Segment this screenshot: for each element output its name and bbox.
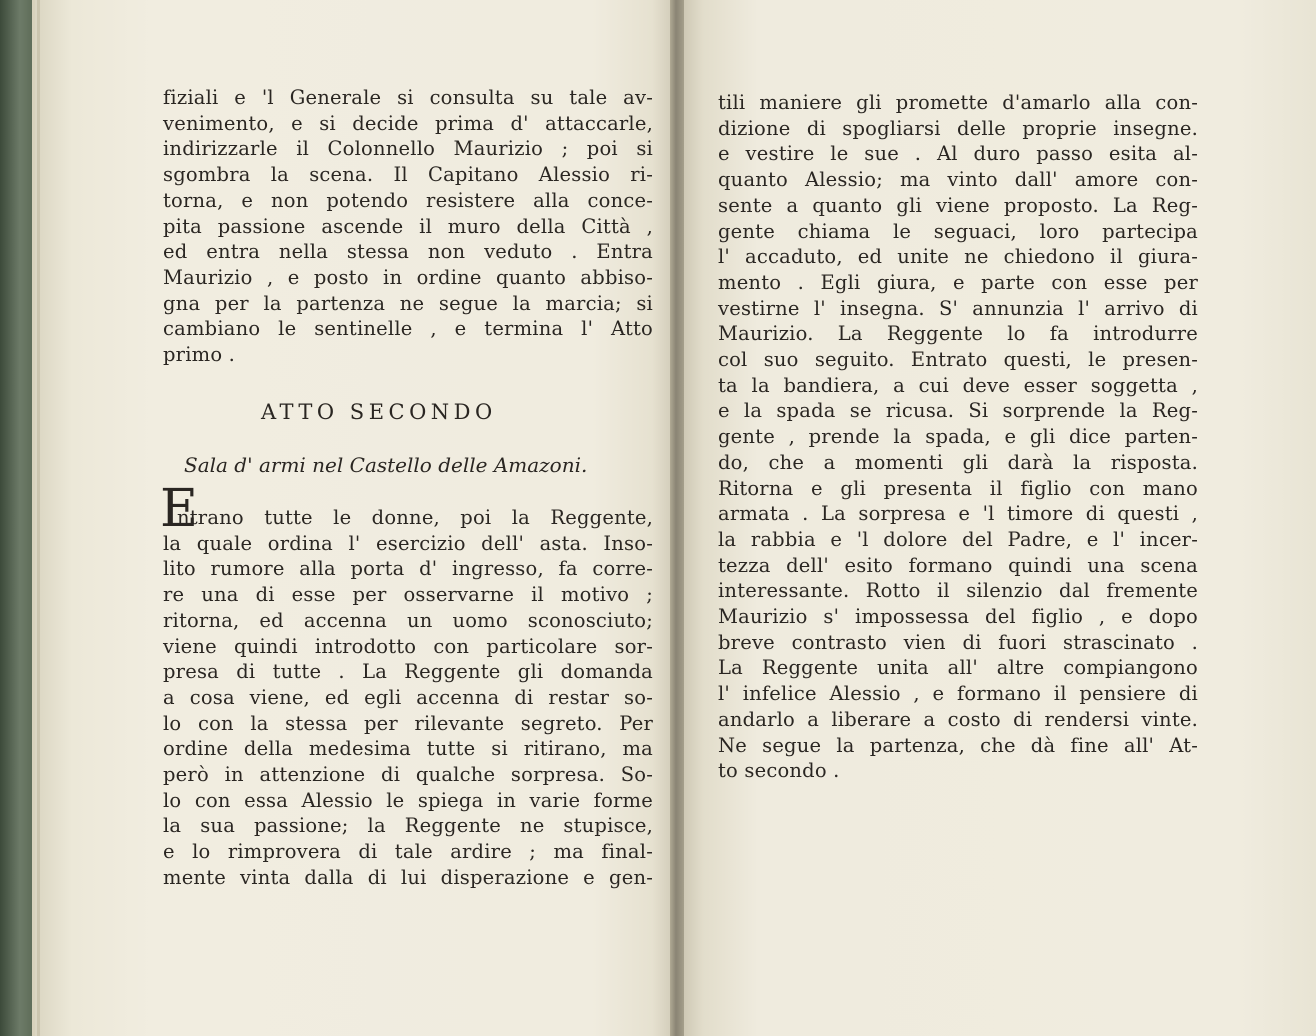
text-line: pita passione ascende il muro della Città , bbox=[163, 214, 653, 238]
page-edge bbox=[37, 0, 40, 1036]
text-line: Ritorna e gli presenta il figlio con mano bbox=[718, 476, 1198, 500]
text-line: indirizzarle il Colonnello Maurizio ; poi si bbox=[163, 137, 653, 161]
text-line: quanto Alessio; ma vinto dall' amore con- bbox=[718, 168, 1198, 192]
left-bottom-paragraph bbox=[163, 505, 653, 891]
text-line: la quale ordina l' esercizio dell' asta. Inso- bbox=[163, 531, 653, 555]
text-line: gente chiama le seguaci, loro partecipa bbox=[718, 219, 1198, 243]
text-line: la rabbia e 'l dolore del Padre, e l' incer- bbox=[718, 527, 1198, 551]
text-line: do, che a momenti gli darà la risposta. bbox=[718, 450, 1198, 474]
text-line: e lo rimprovera di tale ardire ; ma final- bbox=[163, 840, 653, 864]
text-line: re una di esse per osservarne il motivo ; bbox=[163, 583, 653, 607]
text-line: primo . bbox=[163, 343, 236, 367]
text-line: e vestire le sue . Al duro passo esita al- bbox=[718, 142, 1198, 166]
text-line: venimento, e si decide prima d' attaccarle, bbox=[163, 111, 653, 135]
text-line: torna, e non potendo resistere alla conce- bbox=[163, 188, 653, 212]
text-line: gente , prende la spada, e gli dice parten- bbox=[718, 425, 1198, 449]
text-line: Maurizio. La Reggente lo fa introdurre bbox=[718, 322, 1198, 346]
act-heading: ATTO SECONDO bbox=[261, 400, 497, 424]
text-line: tili maniere gli promette d'amarlo alla con- bbox=[718, 91, 1198, 114]
text-line: Maurizio , e posto in ordine quanto abbiso- bbox=[163, 265, 653, 289]
text-line: breve contrasto vien di fuori strascinato . bbox=[718, 630, 1198, 654]
text-line: presa di tutte . La Reggente gli domanda bbox=[163, 660, 653, 684]
text-line: lo con la stessa per rilevante segreto. Per bbox=[163, 711, 653, 735]
text-line: ordine della medesima tutte si ritirano, ma bbox=[163, 737, 653, 761]
text-line: lo con essa Alessio le spiega in varie forme bbox=[163, 788, 653, 812]
text-line: La Reggente unita all' altre compiangono bbox=[718, 656, 1198, 680]
book-gutter bbox=[670, 0, 684, 1036]
text-line: mente vinta dalla di lui disperazione e gen- bbox=[163, 865, 653, 889]
text-line: viene quindi introdotto con particolare sor- bbox=[163, 634, 653, 658]
text-line: la sua passione; la Reggente ne stupisce, bbox=[163, 814, 653, 838]
text-line: fiziali e 'l Generale si consulta su tale av- bbox=[163, 86, 653, 109]
left-top-paragraph bbox=[163, 85, 653, 368]
text-line: interessante. Rotto il silenzio dal fremente bbox=[718, 579, 1198, 603]
text-line: dizione di spogliarsi delle proprie insegne. bbox=[718, 116, 1198, 140]
text-line: Ne segue la partenza, che dà fine all' At- bbox=[718, 733, 1198, 757]
text-line: a cosa viene, ed egli accenna di restar so- bbox=[163, 685, 653, 709]
text-line: mento . Egli giura, e parte con esse per bbox=[718, 270, 1198, 294]
text-line: Maurizio s' impossessa del figlio , e dopo bbox=[718, 605, 1198, 629]
text-line: tezza dell' esito formano quindi una scena bbox=[718, 553, 1198, 577]
text-line: ntrano tutte le donne, poi la Reggente, bbox=[177, 506, 653, 529]
text-line: vestirne l' insegna. S' annunzia l' arrivo di bbox=[718, 296, 1198, 320]
right-page-paragraph bbox=[718, 90, 1198, 784]
text-line: col suo seguito. Entrato questi, le presen- bbox=[718, 348, 1198, 372]
text-line: cambiano le sentinelle , e termina l' Atto bbox=[163, 317, 653, 341]
text-line: ta la bandiera, a cui deve esser soggetta , bbox=[718, 373, 1198, 397]
text-line: sgombra la scena. Il Capitano Alessio ri- bbox=[163, 163, 653, 187]
text-line: andarlo a liberare a costo di rendersi vinte. bbox=[718, 707, 1198, 731]
text-line: l' accaduto, ed unite ne chiedono il giura- bbox=[718, 245, 1198, 269]
text-line: e la spada se ricusa. Si sorprende la Reg- bbox=[718, 399, 1198, 423]
text-line: ritorna, ed accenna un uomo sconosciuto; bbox=[163, 608, 653, 632]
text-line: sente a quanto gli viene proposto. La Reg- bbox=[718, 193, 1198, 217]
text-line: gna per la partenza ne segue la marcia; si bbox=[163, 291, 653, 315]
scene-subheading: Sala d' armi nel Castello delle Amazoni. bbox=[184, 453, 588, 477]
text-line: to secondo . bbox=[718, 759, 840, 783]
text-line: ed entra nella stessa non veduto . Entra bbox=[163, 240, 653, 264]
text-line: armata . La sorpresa e 'l timore di questi , bbox=[718, 502, 1198, 526]
text-line: però in attenzione di qualche sorpresa. So- bbox=[163, 763, 653, 787]
text-line: lito rumore alla porta d' ingresso, fa corre- bbox=[163, 557, 653, 581]
text-line: l' infelice Alessio , e formano il pensiere di bbox=[718, 682, 1198, 706]
page-edge bbox=[32, 0, 35, 1036]
drop-cap: E bbox=[160, 479, 198, 539]
